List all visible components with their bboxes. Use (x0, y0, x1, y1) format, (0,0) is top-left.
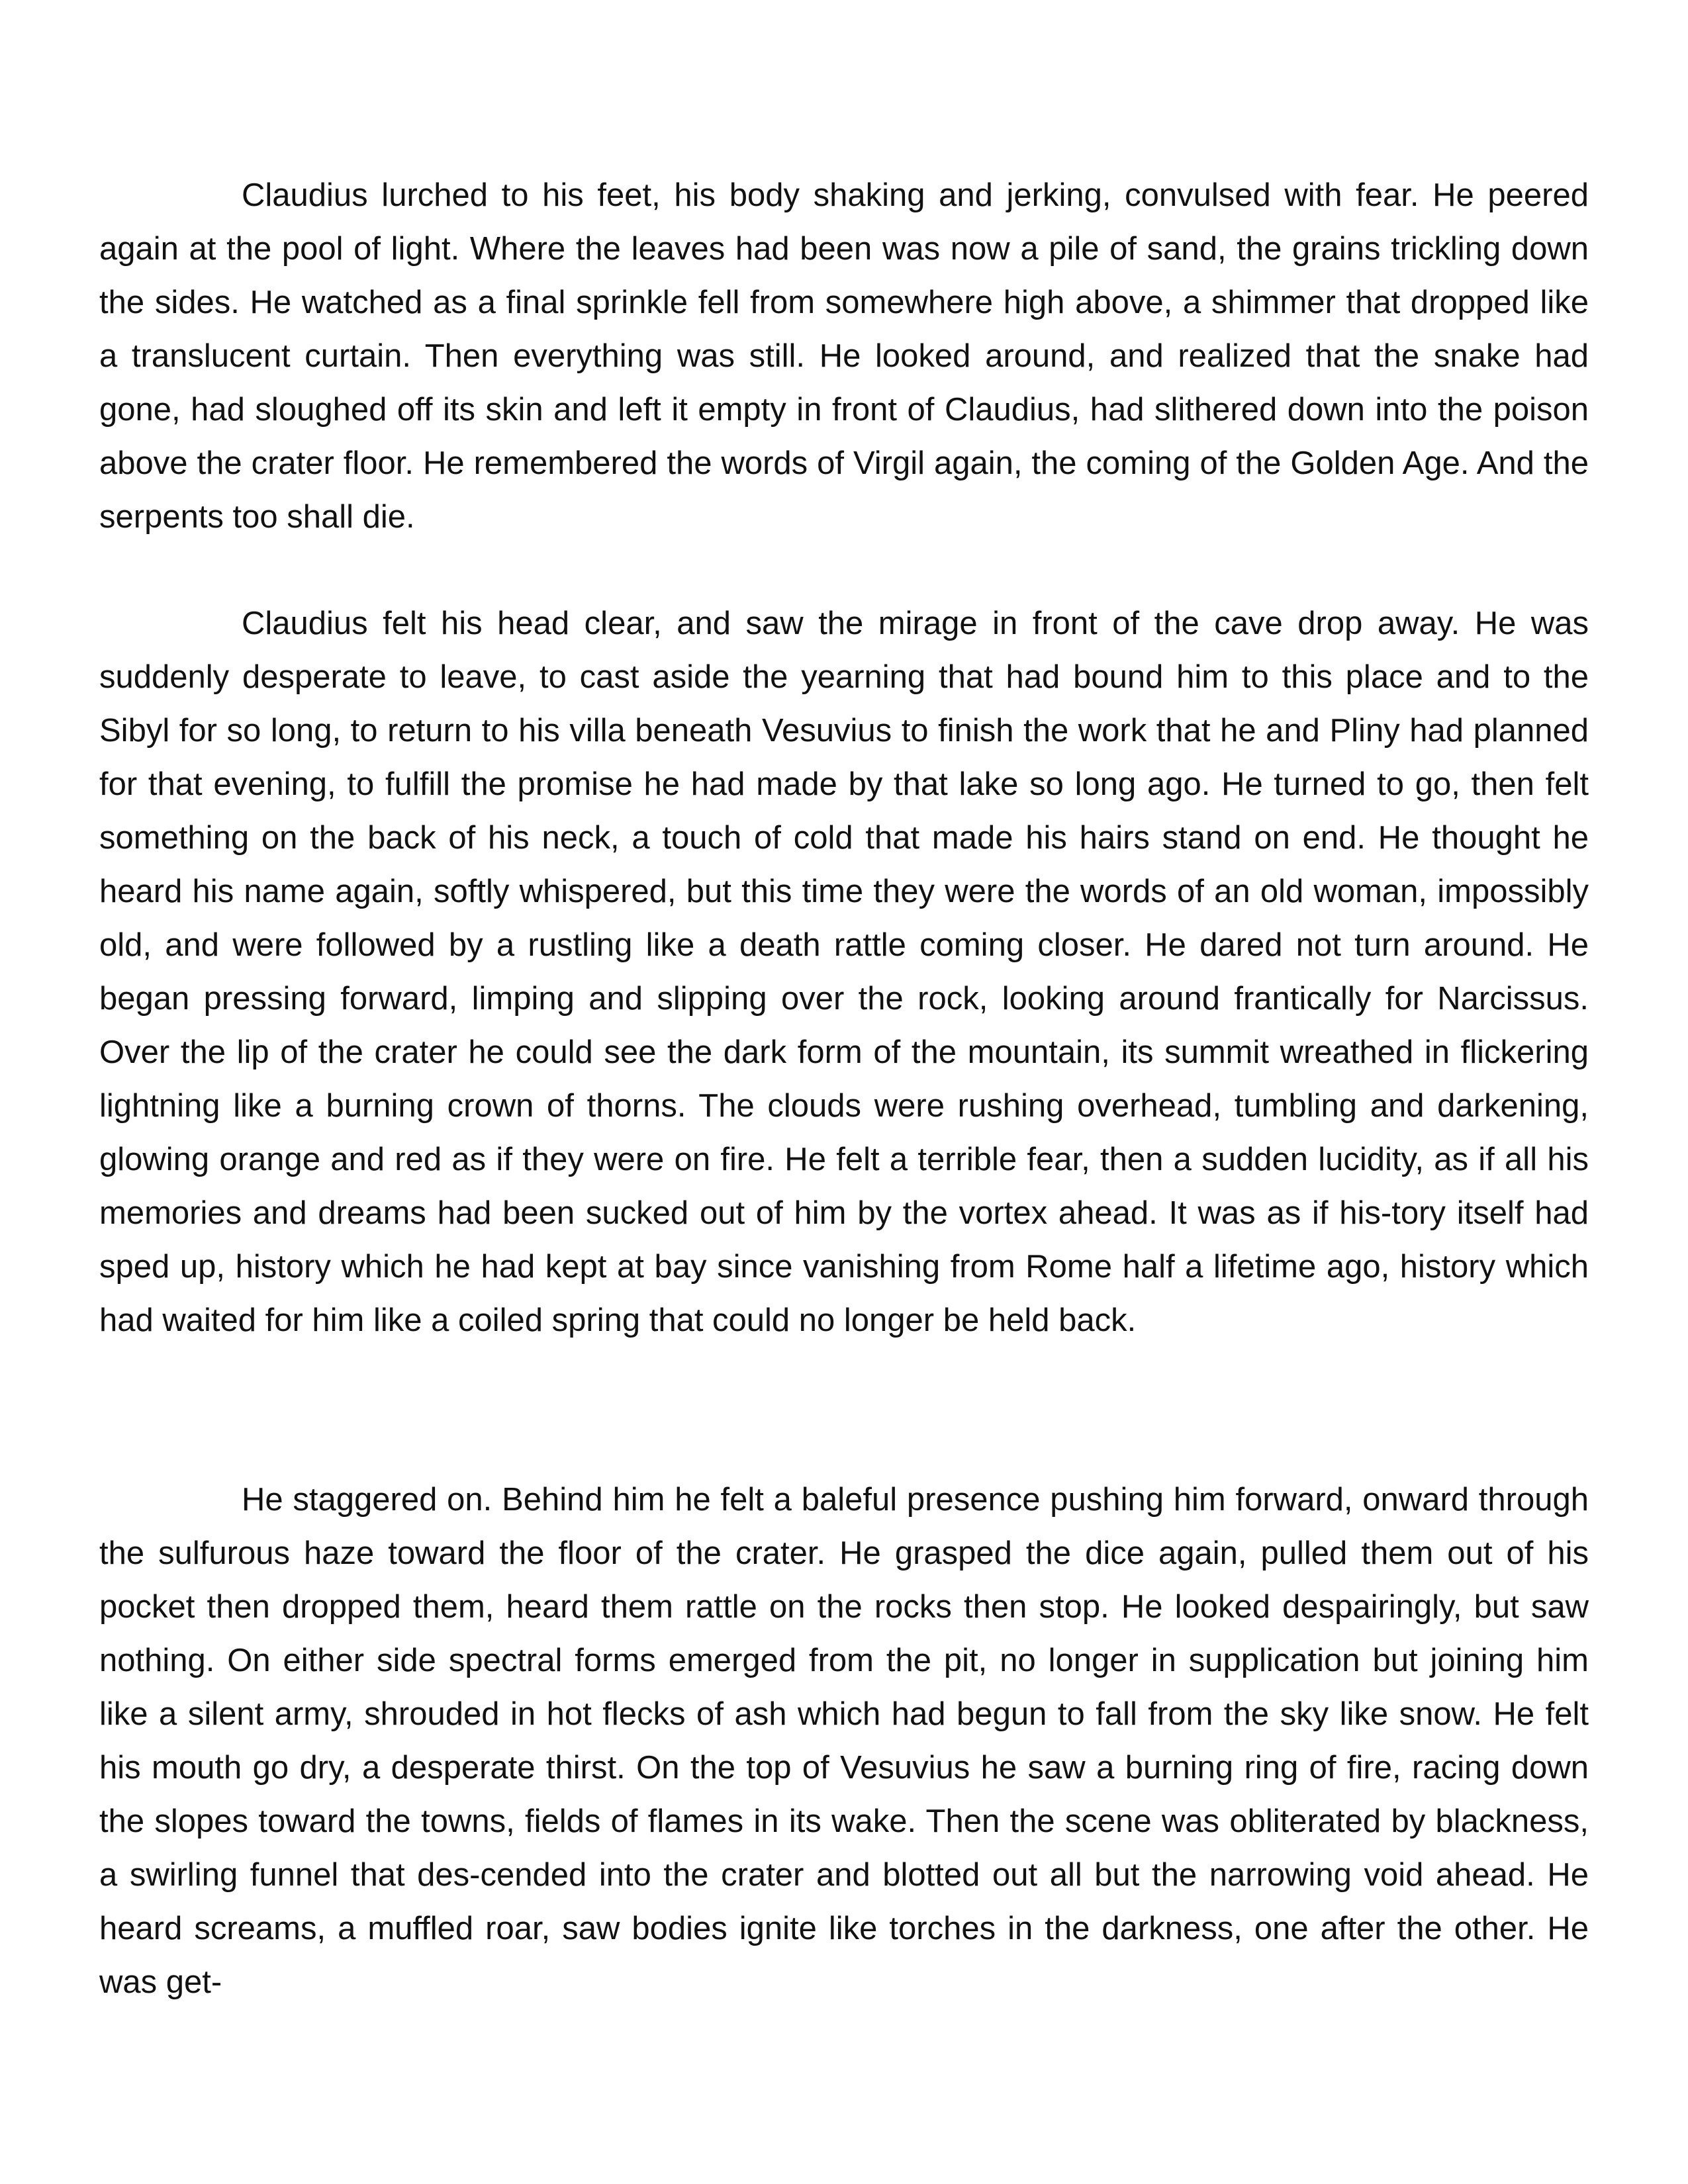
paragraph: Claudius felt his head clear, and saw the mirage in front of the cave drop away. He was suddenly desperate to leave, to cast aside the yearning that had bound him to this place and to the Sibyl for so long, to return to his villa beneath Vesuvius to finish the work that he and Pliny had planned for that evening, to fulfill the promise he had made by that lake so long ago. He turned to go, then felt something on the back of his neck, a touch of cold that made his hairs stand on end. He thought he heard his name again, softly whispered, but this time they were the words of an old woman, impossibly old, and were followed by a rustling like a death rattle coming closer. He dared not turn around. He began pressing forward, limping and slipping over the rock, looking around frantically for Narcissus. Over the lip of the crater he could see the dark form of the mountain, its summit wreathed in flickering lightning like a burning crown of thorns. The clouds were rushing overhead, tumbling and darkening, glowing orange and red as if they were on fire. He felt a terrible fear, then a sudden lucidity, as if all his memories and dreams had been sucked out of him by the vortex ahead. It was as if his-tory itself had sped up, history which he had kept at bay since vanishing from Rome half a lifetime ago, history which had waited for him like a coiled spring that could no longer be held back. (99, 606, 1589, 1338)
paragraph: He staggered on. Behind him he felt a baleful presence pushing him forward, onward through the sulfurous haze toward the floor of the crater. He grasped the dice again, pulled them out of his pocket then dropped them, heard them rattle on the rocks then stop. He looked despairingly, but saw nothing. On either side spectral forms emerged from the pit, no longer in supplication but joining him like a silent army, shrouded in hot flecks of ash which had begun to fall from the sky like snow. He felt his mouth go dry, a desperate thirst. On the top of Vesuvius he saw a burning ring of fire, racing down the slopes toward the towns, fields of flames in its wake. Then the scene was obliterated by blackness, a swirling funnel that des-cended into the crater and blotted out all but the narrowing void ahead. He heard screams, a muffled roar, saw bodies ignite like torches in the darkness, one after the other. He was get- (99, 1482, 1589, 2000)
paragraph: Claudius lurched to his feet, his body shaking and jerking, convulsed with fear. He peered again at the pool of light. Where the leaves had been was now a pile of sand, the grains trickling down the sides. He watched as a final sprinkle fell from somewhere high above, a shimmer that dropped like a translucent curtain. Then everything was still. He looked around, and realized that the snake had gone, had sloughed off its skin and left it empty in front of Claudius, had slithered down into the poison above the crater floor. He remembered the words of Virgil again, the coming of the Golden Age. And the serpents too shall die. (99, 177, 1589, 535)
